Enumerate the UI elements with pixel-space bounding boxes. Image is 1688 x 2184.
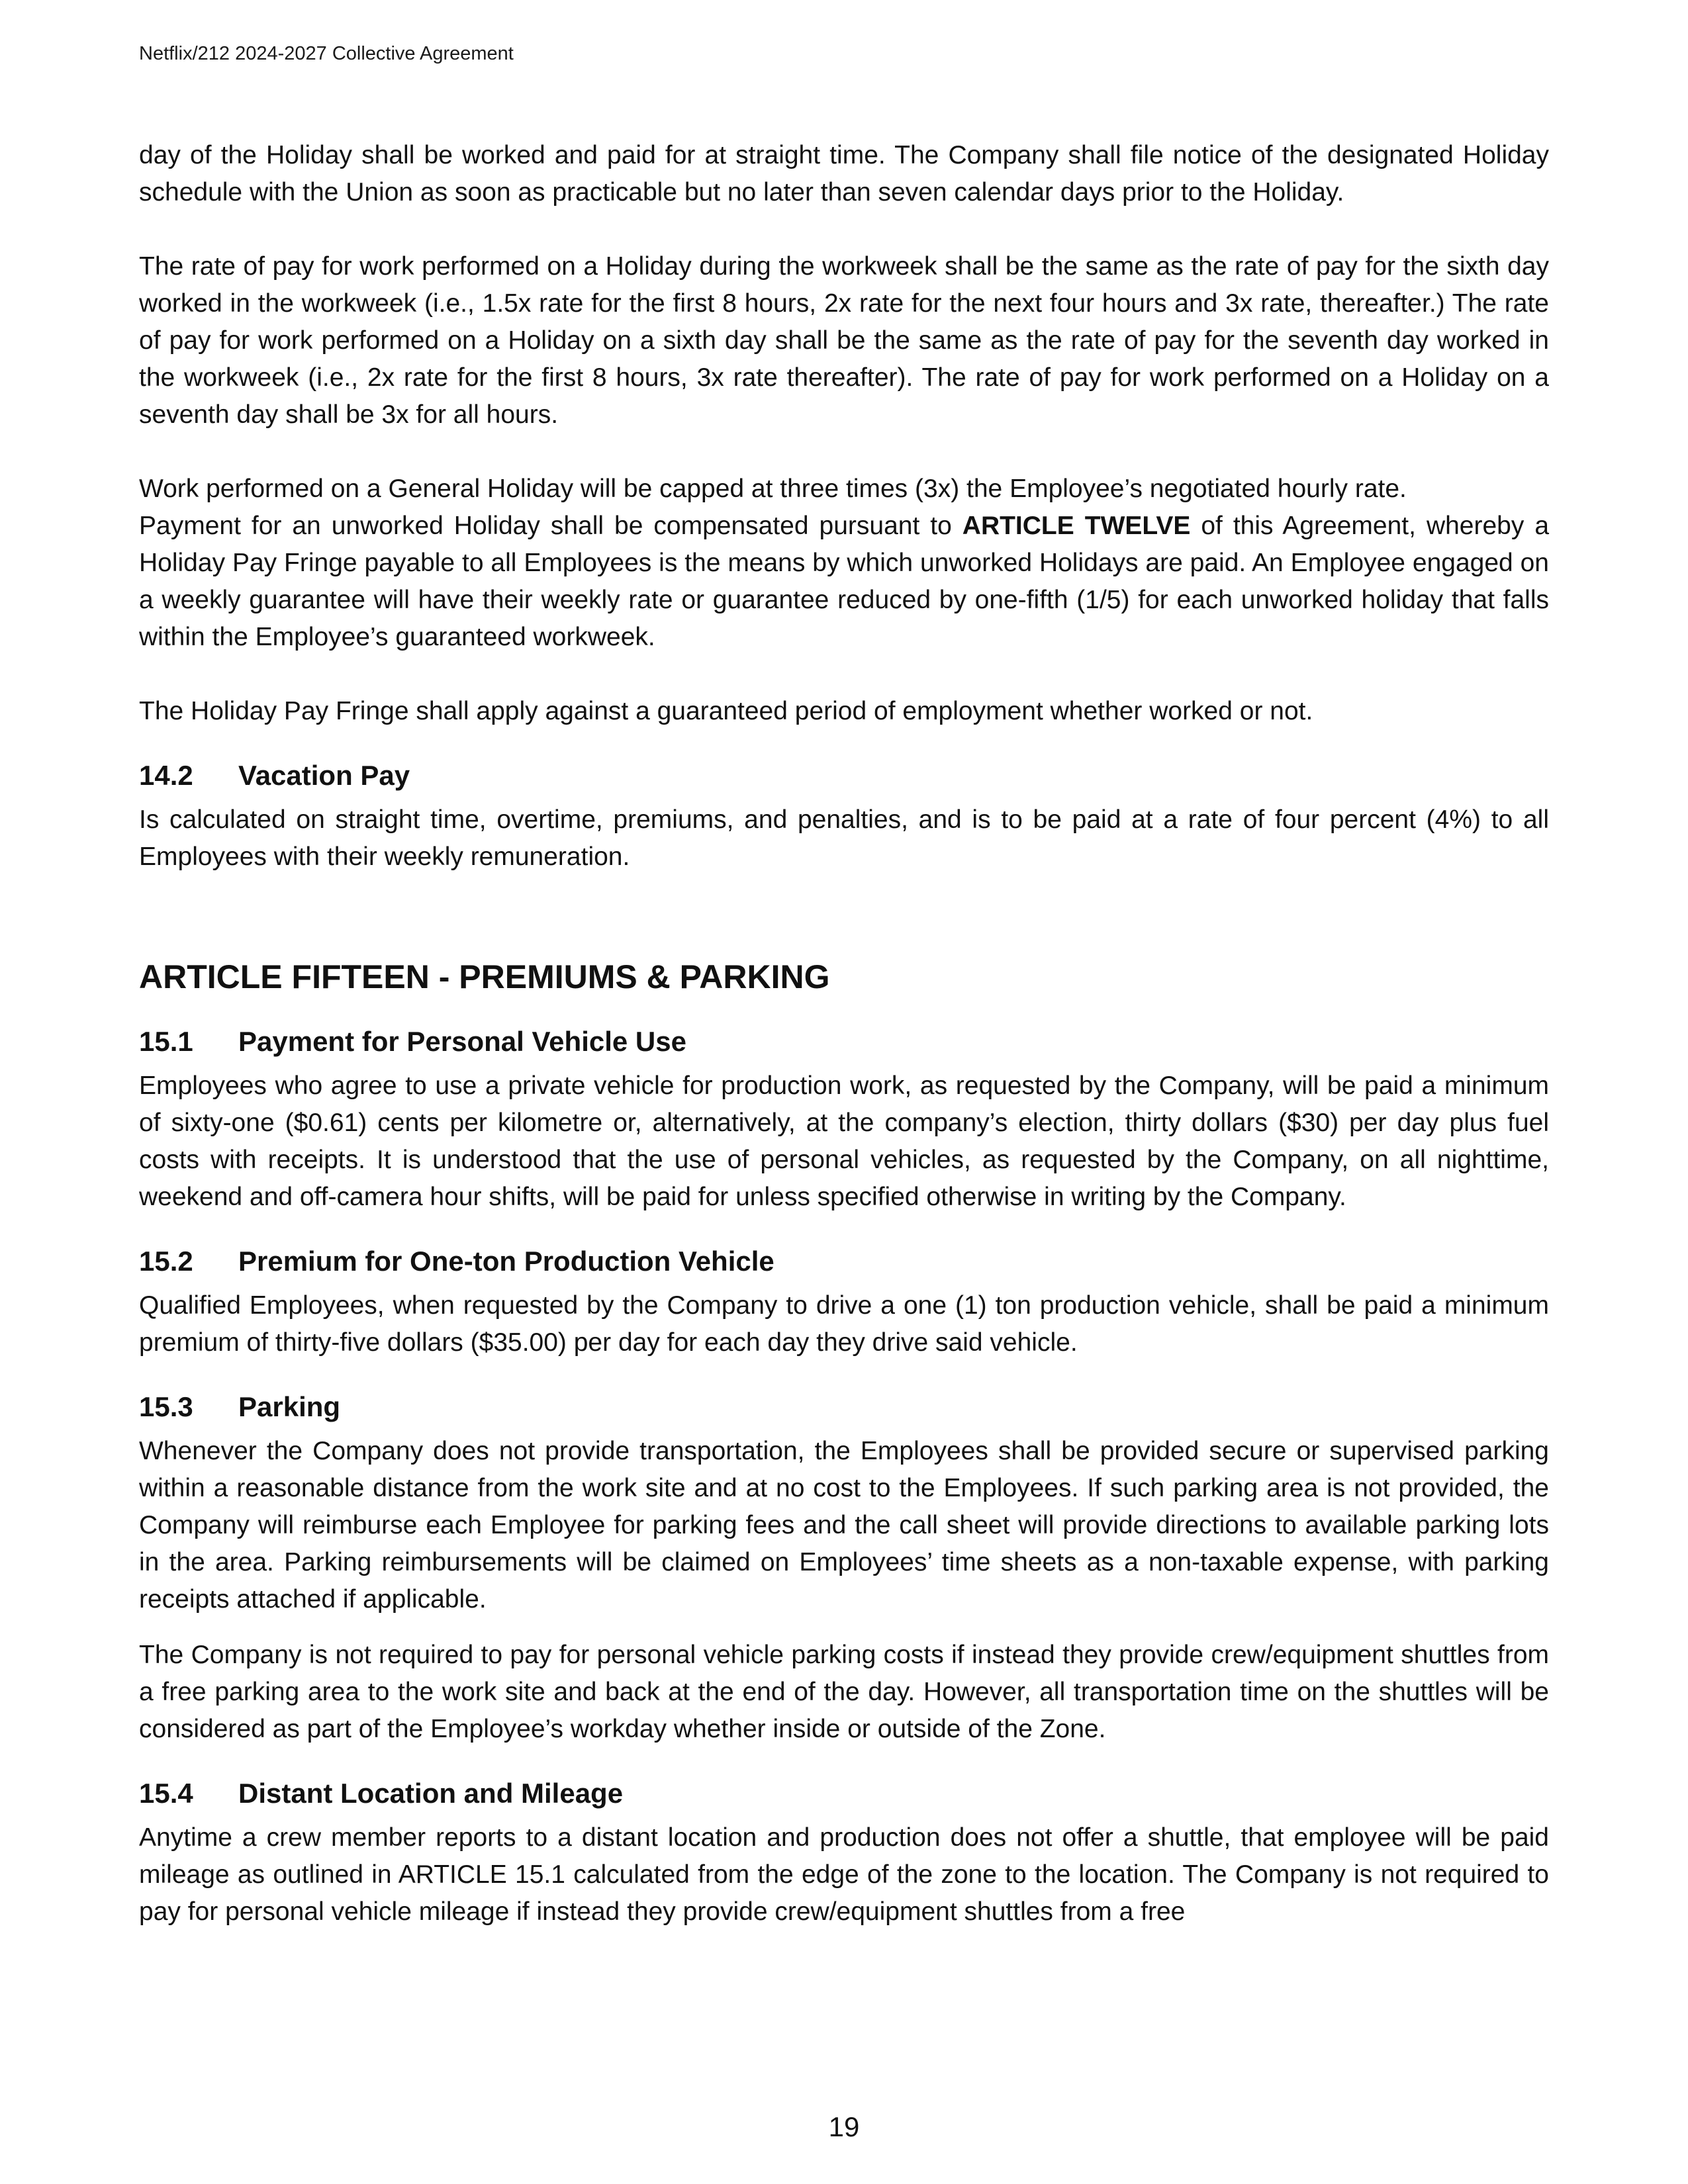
- article-heading-fifteen: ARTICLE FIFTEEN - PREMIUMS & PARKING: [139, 958, 830, 995]
- section-title: Premium for One-ton Production Vehicle: [238, 1246, 774, 1277]
- section-number: 15.1: [139, 1026, 193, 1057]
- holiday-schedule-paragraph: day of the Holiday shall be worked and paid for at straight time. The Company shall file notice of the designated Holiday schedule with the Union as soon as practicable but no later than seven calendar days prior to the Holiday.: [139, 141, 1549, 206]
- section-heading-15-2: [139, 1242, 1549, 1281]
- holiday-fringe-paragraph: The Holiday Pay Fringe shall apply against a guaranteed period of employment whether worked or not.: [139, 697, 1313, 725]
- distant-location-paragraph: Anytime a crew member reports to a distant location and production does not offer a shuttle, that employee will be paid mileage as outlined in ARTICLE 15.1 calculated from the edge of the zone to the location. The Company is not required to pay for personal vehicle mileage if instead they provide crew/equipment shuttles from a free: [139, 1823, 1549, 1926]
- section-heading-15-4: [139, 1774, 1549, 1813]
- unworked-holiday-block: [139, 471, 1549, 656]
- general-holiday-cap-line: Work performed on a General Holiday will be capped at three times (3x) the Employee’s negotiated hourly rate.: [139, 475, 1407, 503]
- unworked-holiday-paragraph: [139, 508, 1549, 656]
- section-number: 15.4: [139, 1778, 193, 1809]
- section-heading-15-1: [139, 1023, 1549, 1061]
- section-heading-14-2: [139, 756, 1549, 795]
- one-ton-vehicle-paragraph: Qualified Employees, when requested by the Company to drive a one (1) ton production vehicle, shall be paid a minimum premium of thirty-five dollars ($35.00) per day for each day they drive said vehicle.: [139, 1291, 1549, 1357]
- running-header: Netflix/212 2024-2027 Collective Agreement: [139, 43, 514, 64]
- article-twelve-reference: ARTICLE TWELVE: [962, 512, 1191, 540]
- unworked-holiday-text-2: of this Agreement, whereby a Holiday Pay Fringe payable to all Employees is the means by which unworked Holidays are paid. An Employee engaged on a weekly guarantee will have their weekly rate or guarantee reduced by one-fifth (1/5) for each unworked holiday that falls within the Employee’s guaranteed workweek.: [139, 512, 1550, 651]
- holiday-rate-paragraph: The rate of pay for work performed on a Holiday during the workweek shall be the same as the rate of pay for the sixth day worked in the workweek (i.e., 1.5x rate for the first 8 hours, 2x rate for the next four hours and 3x rate, thereafter.) The rate of pay for work performed on a Holiday on a sixth day shall be the same as the rate of pay for the seventh day worked in the workweek (i.e., 2x rate for the first 8 hours, 3x rate thereafter). The rate of pay for work performed on a Holiday on a seventh day shall be 3x for all hours.: [139, 252, 1549, 429]
- page-number: 19: [828, 2111, 860, 2142]
- section-number: 15.3: [139, 1391, 193, 1422]
- section-number: 15.2: [139, 1246, 193, 1277]
- unworked-holiday-text-1: Payment for an unworked Holiday shall be compensated pursuant to: [139, 512, 962, 540]
- parking-paragraph-2: The Company is not required to pay for personal vehicle parking costs if instead they provide crew/equipment shuttles from a free parking area to the work site and back at the end of the day. However, all transportation time on the shuttles will be considered as part of the Employee’s workday whether inside or outside of the Zone.: [139, 1641, 1549, 1743]
- page-content: [139, 137, 1549, 1931]
- section-title: Payment for Personal Vehicle Use: [238, 1026, 686, 1057]
- vacation-pay-paragraph: Is calculated on straight time, overtime, premiums, and penalties, and is to be paid at a rate of four percent (4%) to all Employees with their weekly remuneration.: [139, 805, 1549, 871]
- section-title: Parking: [238, 1391, 341, 1422]
- personal-vehicle-paragraph: Employees who agree to use a private vehicle for production work, as requested by the Company, will be paid a minimum of sixty-one ($0.61) cents per kilometre or, alternatively, at the company’s election, thirty dollars ($30) per day plus fuel costs with receipts. It is understood that the use of personal vehicles, as requested by the Company, on all nighttime, weekend and off-camera hour shifts, will be paid for unless specified otherwise in writing by the Company.: [139, 1071, 1549, 1211]
- section-title: Distant Location and Mileage: [238, 1778, 624, 1809]
- section-heading-15-3: [139, 1388, 1549, 1426]
- parking-paragraph-1: Whenever the Company does not provide transportation, the Employees shall be provided secure or supervised parking within a reasonable distance from the work site and at no cost to the Employees. If such parking area is not provided, the Company will reimburse each Employee for parking fees and the call sheet will provide directions to available parking lots in the area. Parking reimbursements will be claimed on Employees’ time sheets as a non-taxable expense, with parking receipts attached if applicable.: [139, 1437, 1549, 1614]
- section-number: 14.2: [139, 760, 193, 791]
- section-title: Vacation Pay: [238, 760, 410, 791]
